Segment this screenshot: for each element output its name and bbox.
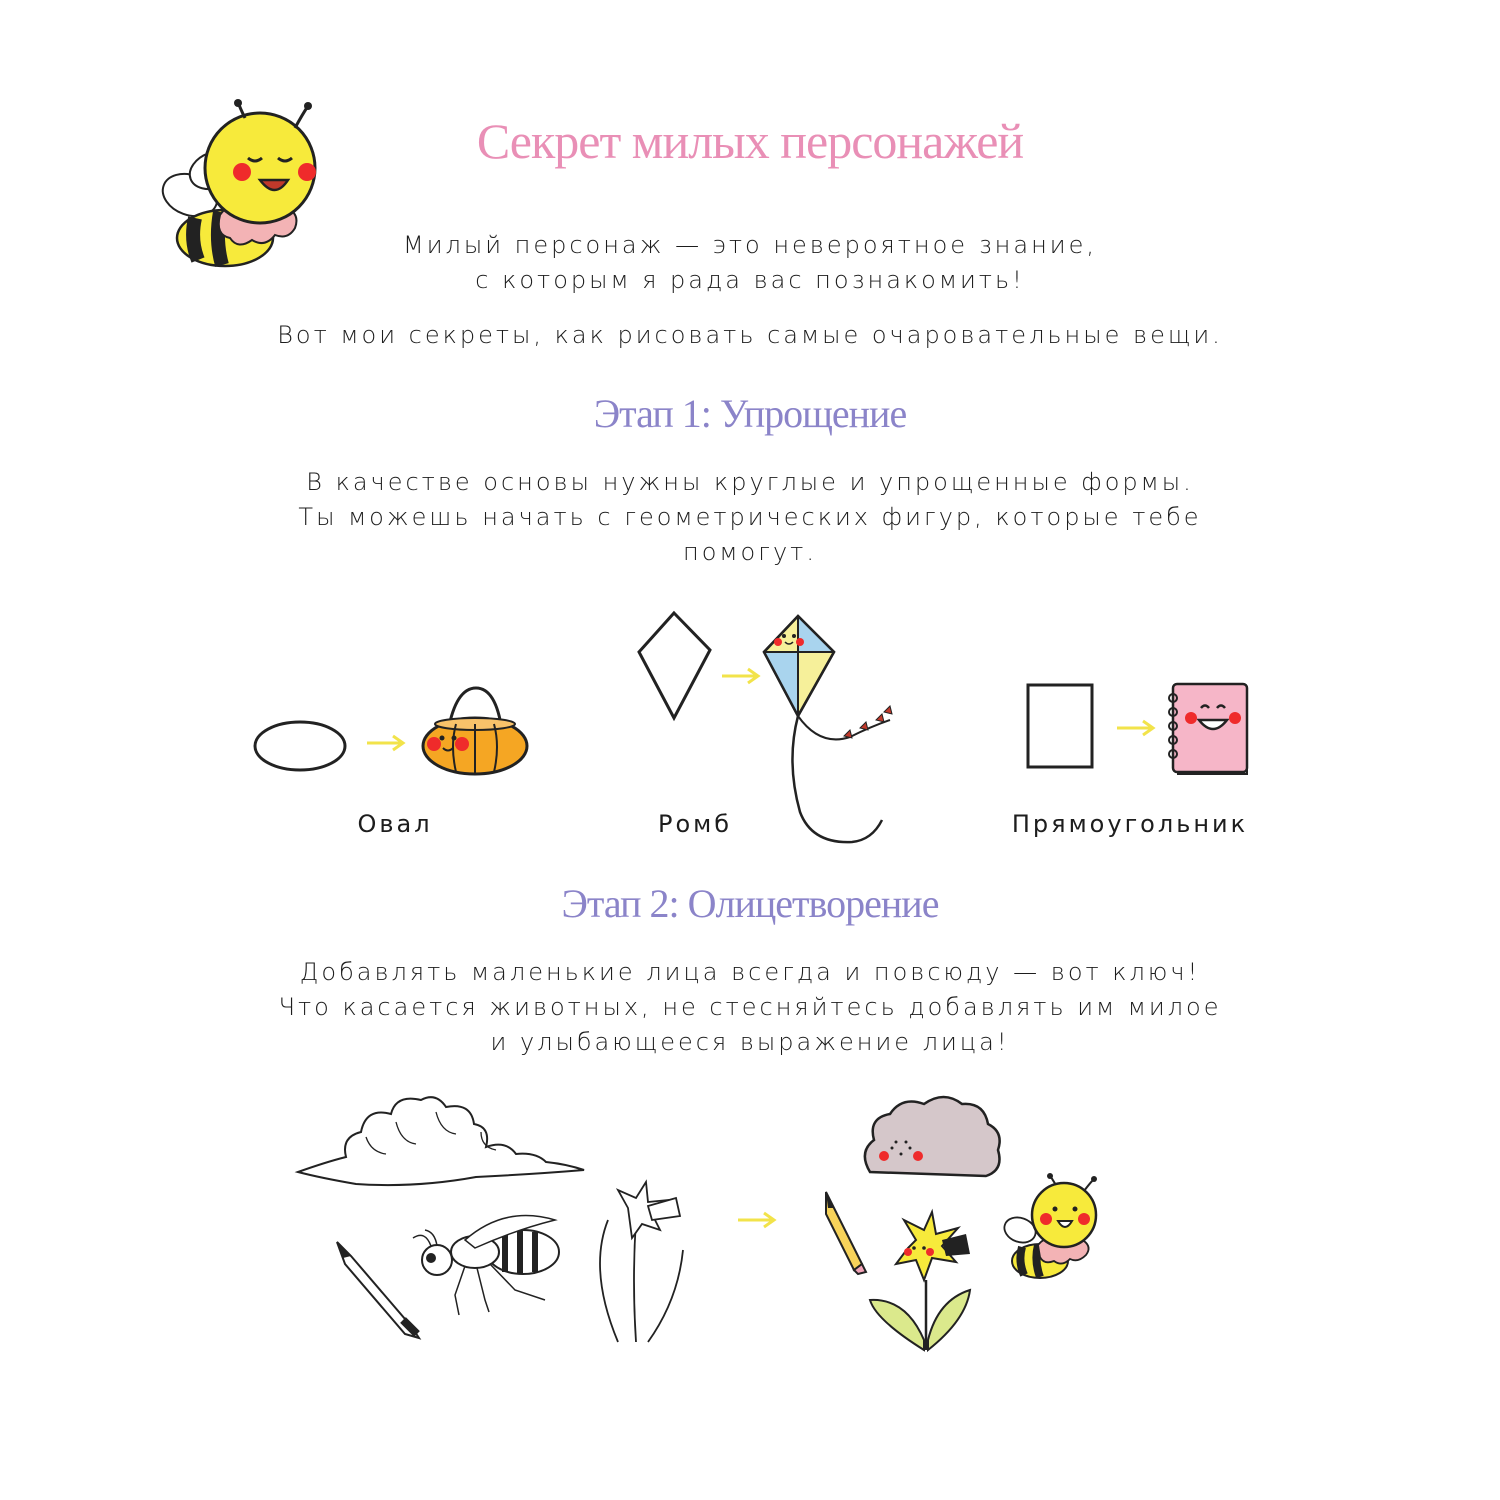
page-title: Секрет милых персонажей bbox=[476, 113, 1024, 169]
basket-icon bbox=[418, 686, 528, 776]
step1-line-2: Ты можешь начать с геометрических фигур, которые тебе bbox=[298, 503, 1202, 531]
shape-label-oval: Овал bbox=[357, 810, 433, 838]
step1-title: Этап 1: Упрощение bbox=[593, 391, 907, 436]
cute-pencil-icon bbox=[820, 1188, 870, 1276]
step2-line-2: Что касается животных, не стесняйтесь добавлять им милое bbox=[278, 993, 1222, 1021]
daffodil-sketch-icon bbox=[588, 1180, 688, 1348]
shape-label-rectangle: Прямоугольник bbox=[1011, 810, 1249, 838]
step2-line-3: и улыбающееся выражение лица! bbox=[490, 1028, 1010, 1056]
oval-shape-icon bbox=[252, 718, 352, 774]
step1-line-3: помогут. bbox=[683, 538, 817, 566]
cloud-sketch-icon bbox=[296, 1092, 586, 1194]
rectangle-shape-icon bbox=[1025, 682, 1097, 772]
intro-paragraph bbox=[250, 228, 1250, 298]
arrow-icon bbox=[365, 733, 407, 753]
shape-label-rhombus: Ромб bbox=[657, 810, 733, 838]
step1-line-1: В качестве основы нужны круглые и упрощенные формы. bbox=[306, 468, 1194, 496]
intro-line-1: Милый персонаж — это невероятное знание, bbox=[403, 231, 1097, 259]
step2-title: Этап 2: Олицетворение bbox=[561, 881, 939, 926]
arrow-icon bbox=[720, 666, 762, 686]
intro-paragraph-2: Вот мои секреты, как рисовать самые очаровательные вещи. bbox=[277, 321, 1223, 349]
notebook-icon bbox=[1165, 680, 1255, 778]
step2-line-1: Добавлять маленькие лица всегда и повсюду — вот ключ! bbox=[299, 958, 1201, 986]
step1-paragraph bbox=[250, 465, 1250, 570]
arrow-icon bbox=[1115, 718, 1157, 738]
wasp-sketch-icon bbox=[405, 1200, 565, 1320]
arrow-icon bbox=[736, 1210, 778, 1230]
step2-paragraph bbox=[250, 955, 1250, 1060]
intro-line-2: с которым я рада вас познакомить! bbox=[475, 266, 1025, 294]
cute-cloud-icon bbox=[862, 1092, 1004, 1184]
cute-flower-icon bbox=[866, 1210, 976, 1358]
rhombus-shape-icon bbox=[636, 610, 716, 722]
cute-bee-icon bbox=[1000, 1175, 1104, 1283]
